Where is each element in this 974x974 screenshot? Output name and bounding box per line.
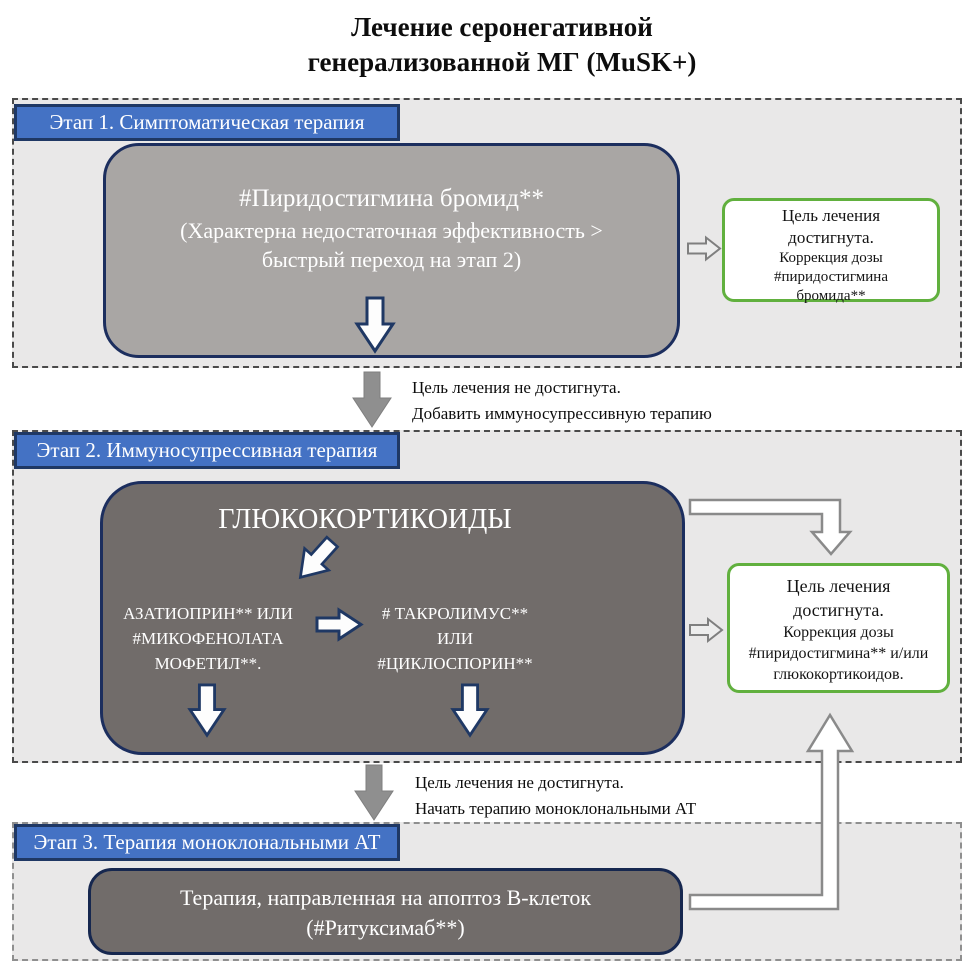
- goal2-line5: глюкокортикоидов.: [773, 666, 904, 683]
- stage3-main-box: [88, 868, 683, 955]
- stage2-elbow-arrow-icon: [690, 498, 852, 556]
- stage3-elbow-up-arrow-icon: [688, 711, 852, 911]
- stage3-line2: (#Ритуксимаб**): [306, 915, 465, 940]
- diagram-title: [30, 10, 974, 80]
- goal1-line5: бромида**: [796, 288, 866, 304]
- stage3-line1: Терапия, направленная на апоптоз В-клеток: [179, 885, 592, 910]
- stage2-right-line3: #ЦИКЛОСПОРИН**: [377, 654, 533, 673]
- diagram-title-line2: генерализованной МГ (MuSK+): [307, 47, 697, 77]
- stage2-right-down-arrow-icon: [449, 683, 491, 738]
- stage2-goal-box: [727, 563, 950, 693]
- stage1-down-arrow-icon: [354, 296, 396, 354]
- stage1-goal-box: [722, 198, 940, 302]
- stage2-glucocorticoids-label: ГЛЮКОКОРТИКОИДЫ: [218, 504, 512, 535]
- stage1-goal-right-arrow-icon: [686, 235, 722, 262]
- stage1-note-line1: (Характерна недостаточная эффективность >: [180, 218, 603, 243]
- goal2-line3: Коррекция дозы: [783, 624, 894, 641]
- stage2-right-line1: # ТАКРОЛИМУС**: [381, 604, 529, 623]
- stage2-left-option: [118, 601, 298, 676]
- transition1-label: [412, 375, 712, 427]
- stage2-right-line2: ИЛИ: [436, 629, 474, 648]
- goal2-line2: достигнута.: [793, 600, 884, 620]
- stage2-left-down-arrow-icon: [186, 683, 228, 738]
- stage2-left-line3: МОФЕТИЛ**.: [154, 654, 262, 673]
- diagram-title-line1: Лечение серонегативной: [351, 12, 653, 42]
- stage2-goal-right-arrow-icon: [688, 617, 724, 643]
- transition2-label: [415, 770, 696, 822]
- stage2-left-line2: #МИКОФЕНОЛАТА: [132, 629, 284, 648]
- transition1-line1: Цель лечения не достигнута.: [412, 378, 621, 397]
- transition1-down-arrow-icon: [352, 371, 392, 428]
- goal1-line1: Цель лечения: [781, 206, 881, 225]
- transition2-line1: Цель лечения не достигнута.: [415, 773, 624, 792]
- transition2-down-arrow-icon: [354, 764, 394, 821]
- stage1-note-line2: быстрый переход на этап 2): [261, 247, 522, 272]
- stage2-header: Этап 2. Иммуносупрессивная терапия: [14, 432, 400, 469]
- goal2-line4: #пиридостигмина** и/или: [748, 645, 929, 662]
- goal1-line3: Коррекция дозы: [779, 250, 883, 266]
- stage3-header: Этап 3. Терапия моноклональными АТ: [14, 824, 400, 861]
- transition2-line2: Начать терапию моноклональными АТ: [415, 799, 697, 818]
- stage2-right-arrow-icon: [315, 608, 363, 641]
- stage1-header: Этап 1. Симптоматическая терапия: [14, 104, 400, 141]
- stage1-drug-name: #Пиридостигмина бромид**: [238, 185, 545, 212]
- goal2-line1: Цель лечения: [786, 576, 891, 596]
- stage2-left-line1: АЗАТИОПРИН** ИЛИ: [123, 604, 293, 623]
- goal1-line2: достигнута.: [788, 228, 874, 247]
- transition1-line2: Добавить иммуносупрессивную терапию: [412, 404, 712, 423]
- goal1-line4: #пиридостигмина: [774, 269, 888, 285]
- stage2-right-option: [365, 601, 545, 676]
